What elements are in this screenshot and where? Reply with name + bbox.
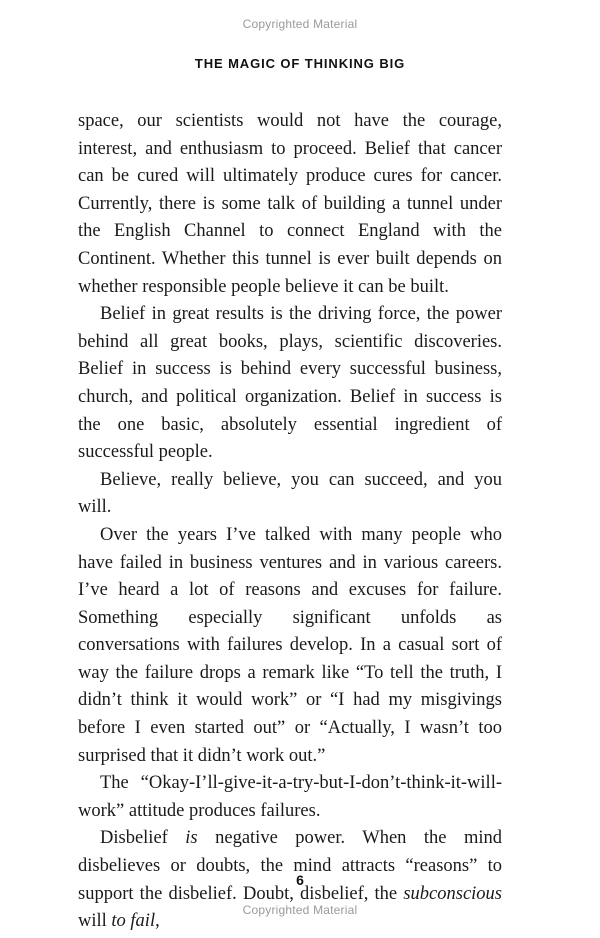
running-head: THE MAGIC OF THINKING BIG bbox=[194, 56, 406, 71]
copyright-watermark-top: Copyrighted Material bbox=[242, 17, 358, 31]
paragraph-6-italic-subconscious: subconscious bbox=[403, 883, 502, 904]
paragraph-6-text-b: negative power. When the mind disbelieves or doubts, the mind attracts “reasons” to support the disbelief. Doubt, disbelief, the bbox=[78, 828, 503, 904]
paragraph-2: Belief in great results is the driving force, the power behind all great books, plays, scientific discoveries. Belief in success is behind every successful business, church, and political organization. Belief in success is the one basic, absolutely essential ingredient of successful people. bbox=[78, 304, 502, 463]
paragraph-4: Over the years I’ve talked with many people who have failed in business ventures and in various careers. I’ve heard a lot of reasons and excuses for failure. Something especially significant unfolds as conversations with failures develop. In a casual sort of way the failure drops a remark like “To tell the truth, I didn’t think it would work” or “I had my misgivings before I even started out” or “Actually, I wasn’t too surprised that it didn’t work out.” bbox=[78, 524, 502, 766]
paragraph-3: Believe, really believe, you can succeed, and you will. bbox=[78, 469, 502, 518]
paragraph-6-text-d: , bbox=[155, 911, 160, 932]
copyright-watermark-bottom: Copyrighted Material bbox=[242, 903, 358, 917]
paragraph-6-italic-is: is bbox=[185, 828, 198, 849]
paragraph-5: The “Okay-I’ll-give-it-a-try-but-I-don’t-think-it-will-work” attitude produces failures. bbox=[78, 773, 502, 821]
paragraph-6-text-a: Disbelief bbox=[100, 828, 186, 849]
page-body bbox=[78, 108, 502, 936]
paragraph-6-text-c: will bbox=[78, 911, 112, 932]
paragraph-6-italic-to-fail: to fail bbox=[111, 911, 156, 932]
paragraph-1: space, our scientists would not have the courage, interest, and enthusiasm to proceed. Belief that cancer can be cured will ultimately produce cures for cancer. Currently, there is some talk of building a tunnel under the English Channel to connect England with the Continent. Whether this tunnel is ever built depends on whether responsible people believe it can be built. bbox=[78, 111, 502, 297]
page-number: 6 bbox=[296, 872, 304, 888]
